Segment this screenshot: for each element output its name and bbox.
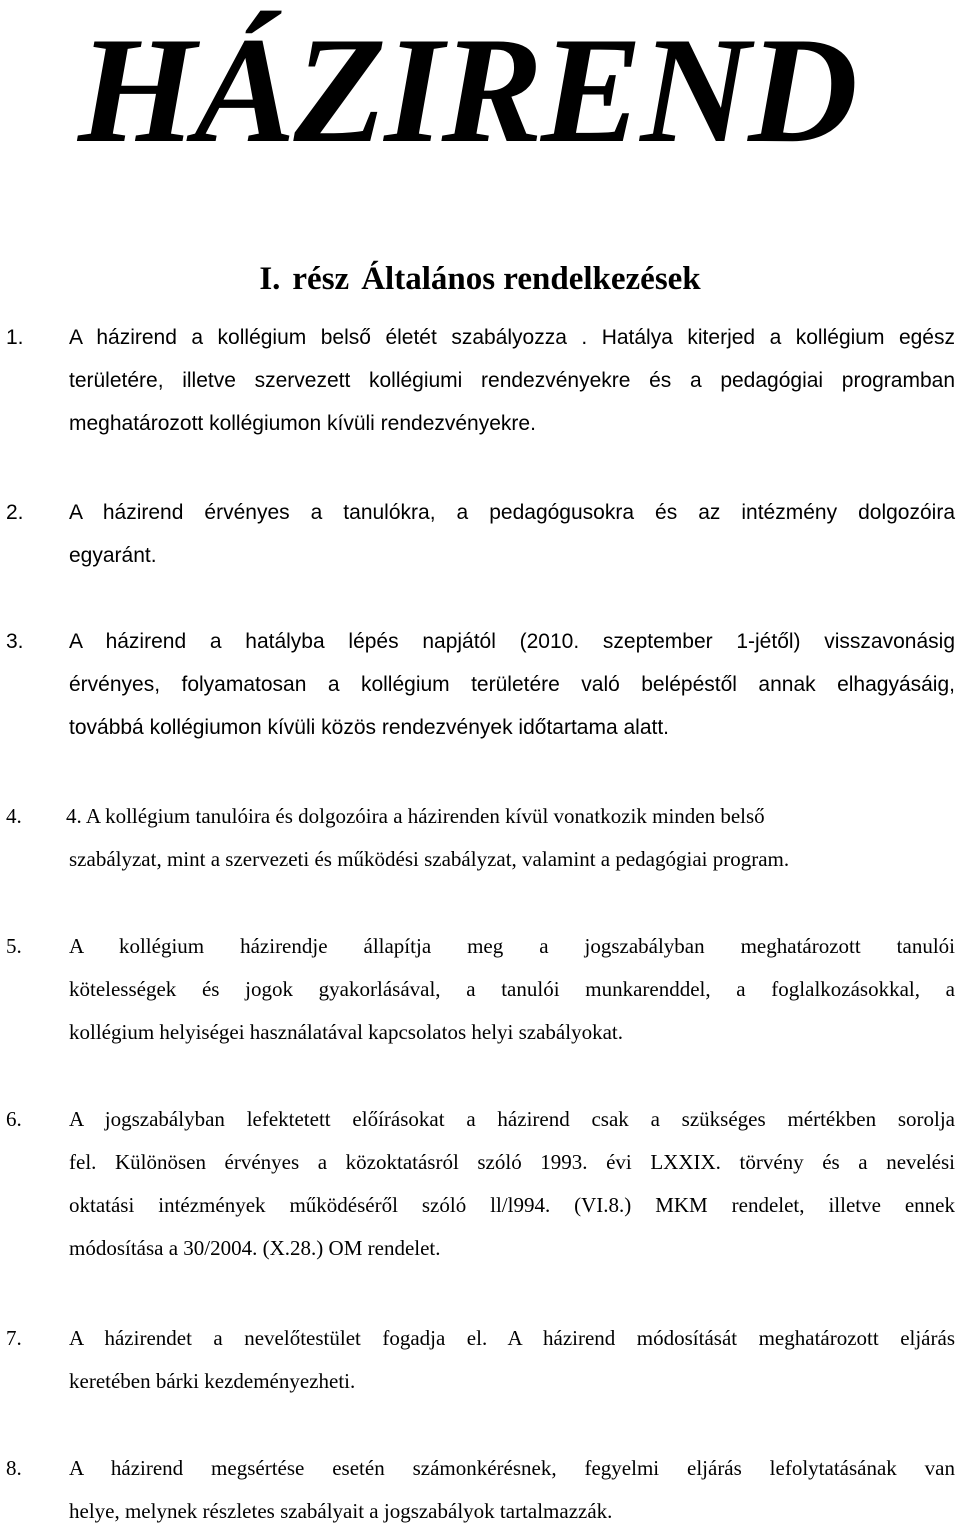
item-line: A házirend megsértése esetén számonkérésnek, fegyelmi eljárás lefolytatásának van (69, 1456, 955, 1480)
item-line: módosítása a 30/2004. (X.28.) OM rendelet. (69, 1236, 441, 1260)
item-text (69, 1317, 955, 1403)
item-line: területére, illetve szervezett kollégiumi rendezvényekre és a pedagógiai programban (69, 369, 955, 392)
item-line: oktatási intézmények működéséről szóló ll/l994. (VI.8.) MKM rendelet, illetve ennek (69, 1193, 955, 1217)
section-word: rész (292, 261, 350, 297)
item-number: 2. (6, 501, 24, 524)
list-item-6 (0, 1098, 955, 1270)
item-line: fel. Különösen érvényes a közoktatásról szóló 1993. évi LXXIX. törvény és a nevelési (69, 1150, 955, 1174)
section-heading (0, 254, 960, 304)
item-number: 4. (6, 804, 22, 828)
item-line: keretében bárki kezdeményezheti. (69, 1369, 356, 1393)
item-line: 4. A kollégium tanulóira és dolgozóira a házirenden kívül vonatkozik minden belső (66, 804, 765, 828)
item-line: helye, melynek részletes szabályait a jogszabályok tartalmazzák. (69, 1499, 613, 1523)
item-line: szabályzat, mint a szervezeti és működési szabályzat, valamint a pedagógiai program. (69, 847, 790, 871)
item-text (69, 925, 955, 1054)
item-line: érvényes, folyamatosan a kollégium területére való belépéstől annak elhagyásáig, (69, 673, 955, 696)
item-line: A házirend a hatályba lépés napjától (2010. szeptember 1-jétől) visszavonásig (69, 630, 955, 653)
item-number: 7. (6, 1326, 22, 1350)
item-line: kötelességek és jogok gyakorlásával, a tanulói munkarenddel, a foglalkozásokkal, a (69, 977, 955, 1001)
item-line: egyaránt. (69, 544, 157, 567)
item-line: kollégium helyiségei használatával kapcsolatos helyi szabályokat. (69, 1020, 623, 1044)
section-title: Általános rendelkezések (361, 261, 701, 297)
list-item-5 (0, 925, 955, 1054)
item-line: A kollégium házirendje állapítja meg a jogszabályban meghatározott tanulói (69, 934, 955, 958)
item-line: meghatározott kollégiumon kívüli rendezvényekre. (69, 412, 536, 435)
item-line: A házirendet a nevelőtestület fogadja el. A házirend módosítását meghatározott eljárás (69, 1326, 955, 1350)
item-text (69, 316, 955, 445)
item-number: 1. (6, 326, 24, 349)
list-item-8 (0, 1447, 955, 1533)
section-number: I. (259, 261, 281, 297)
item-text (69, 491, 955, 577)
list-item-4 (0, 795, 955, 881)
item-text (69, 620, 955, 749)
item-text (69, 1447, 955, 1533)
document-title: HÁZIREND (78, 6, 856, 174)
list-item-7 (0, 1317, 955, 1403)
list-item-3 (0, 620, 955, 749)
item-line: A házirend érvényes a tanulókra, a pedagógusokra és az intézmény dolgozóira (69, 501, 955, 524)
item-number: 6. (6, 1107, 22, 1131)
item-number: 8. (6, 1456, 22, 1480)
list-item-1 (0, 316, 955, 445)
item-line: A házirend a kollégium belső életét szabályozza . Hatálya kiterjed a kollégium egész (69, 326, 955, 349)
item-text (66, 795, 955, 881)
item-line: A jogszabályban lefektetett előírásokat a házirend csak a szükséges mértékben sorolja (69, 1107, 955, 1131)
item-text (69, 1098, 955, 1270)
item-number: 3. (6, 630, 24, 653)
item-line: továbbá kollégiumon kívüli közös rendezvények időtartama alatt. (69, 716, 669, 739)
item-number: 5. (6, 934, 22, 958)
list-item-2 (0, 491, 955, 577)
